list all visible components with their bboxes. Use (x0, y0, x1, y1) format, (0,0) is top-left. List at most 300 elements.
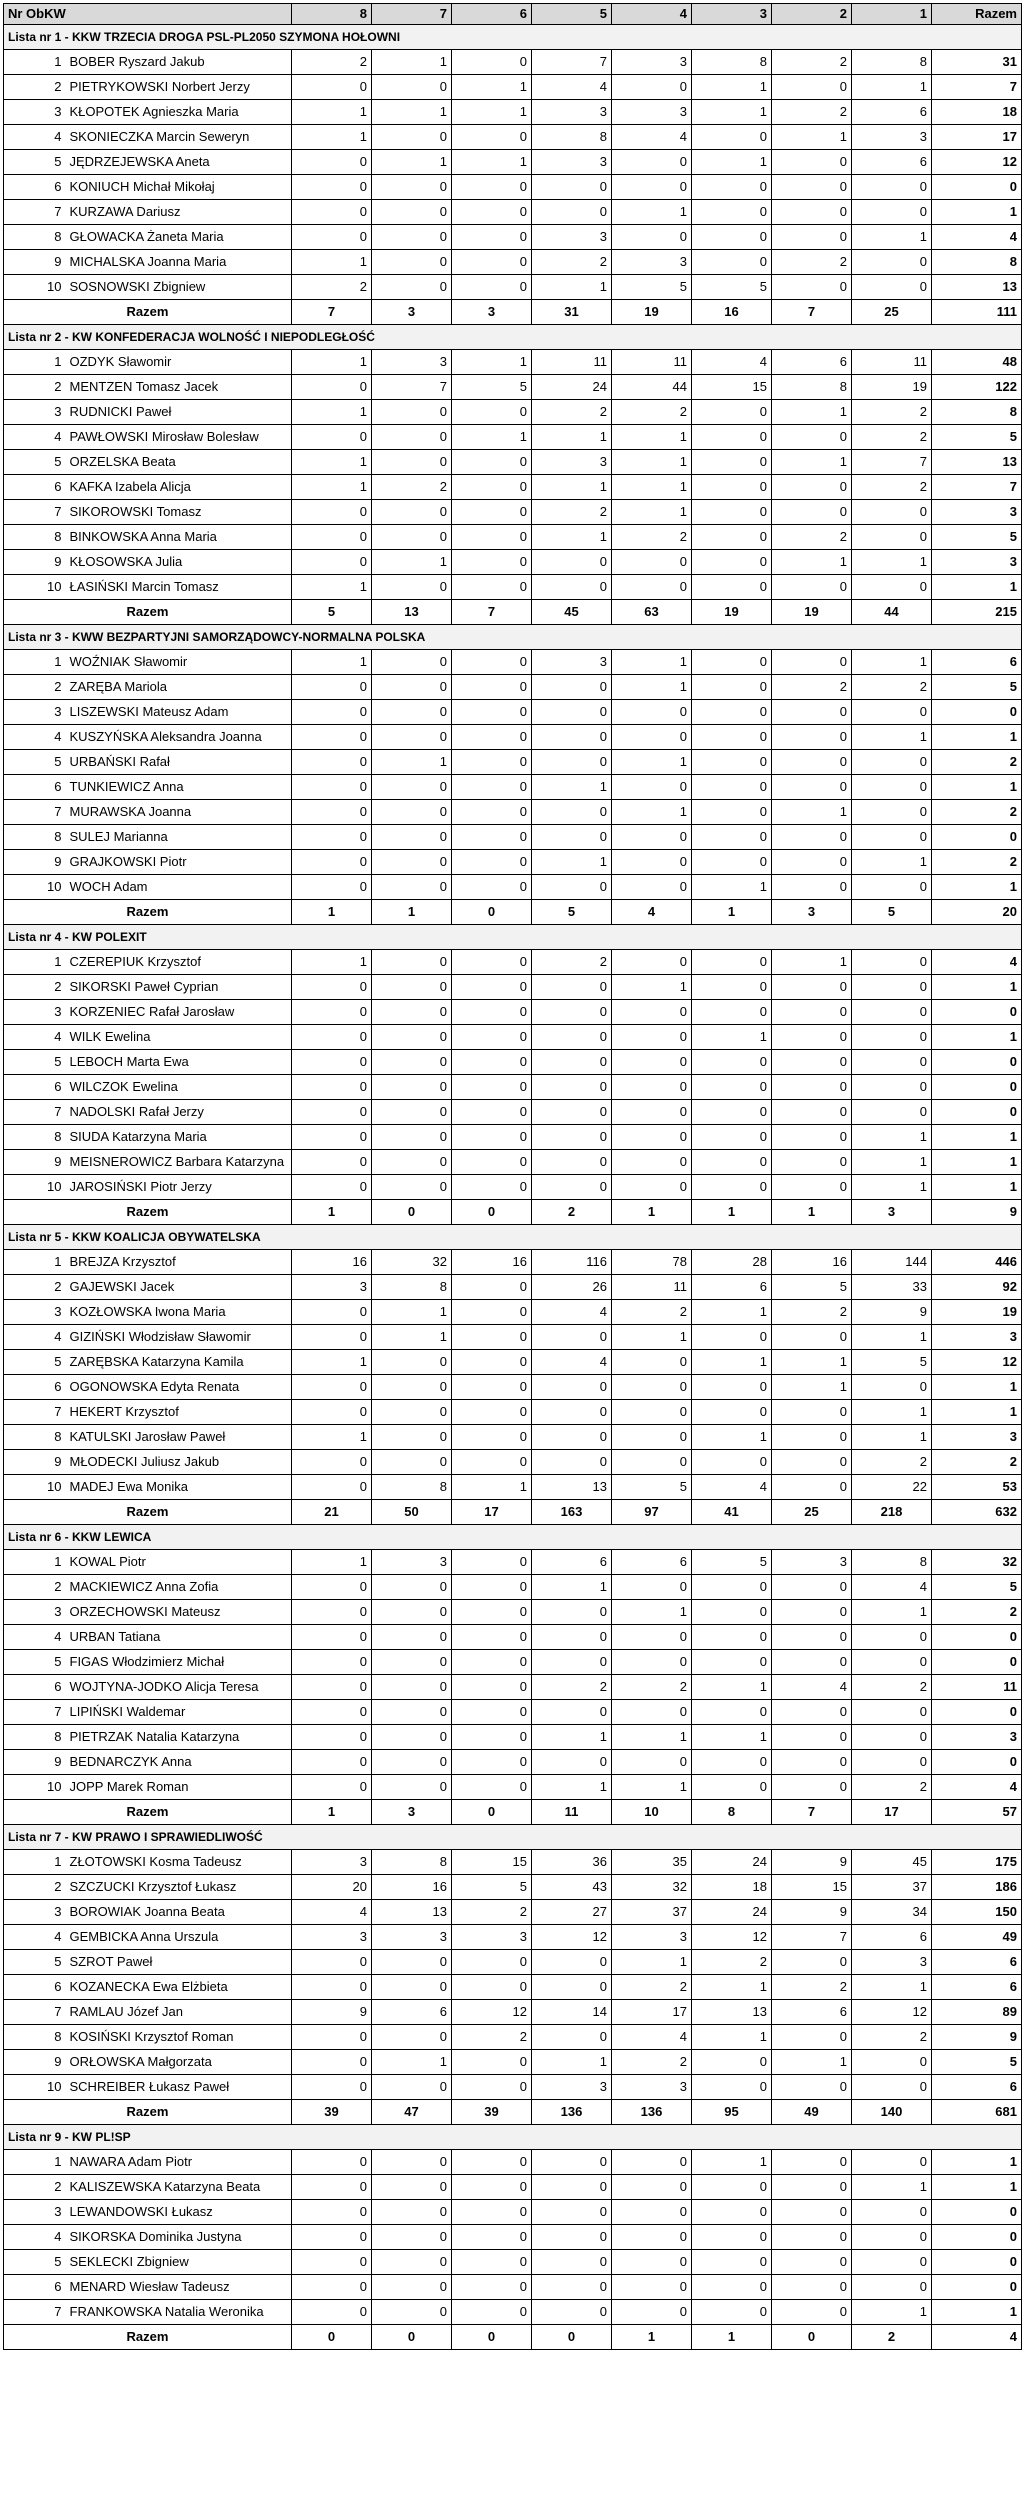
candidate-total: 19 (932, 1300, 1022, 1325)
vote-count: 1 (692, 1975, 772, 2000)
vote-count: 0 (772, 1450, 852, 1475)
candidate-name: SEKLECKI Zbigniew (66, 2250, 292, 2275)
candidate-number: 3 (4, 100, 66, 125)
candidate-row (4, 1375, 1022, 1400)
vote-count: 0 (772, 2075, 852, 2100)
vote-count: 16 (772, 1250, 852, 1275)
candidate-number: 3 (4, 1600, 66, 1625)
candidate-name: KUSZYŃSKA Aleksandra Joanna (66, 725, 292, 750)
vote-count: 1 (852, 550, 932, 575)
candidate-total: 0 (932, 1000, 1022, 1025)
vote-count: 11 (852, 350, 932, 375)
vote-count: 3 (372, 1550, 452, 1575)
vote-count: 0 (452, 1175, 532, 1200)
vote-count: 0 (772, 775, 852, 800)
vote-count: 1 (772, 950, 852, 975)
vote-count: 0 (372, 225, 452, 250)
vote-count: 0 (772, 1775, 852, 1800)
vote-count: 0 (372, 2225, 452, 2250)
vote-count: 0 (372, 1175, 452, 1200)
candidate-number: 3 (4, 1000, 66, 1025)
sum-count: 0 (372, 2325, 452, 2350)
sum-count: 7 (452, 600, 532, 625)
vote-count: 0 (452, 1375, 532, 1400)
sum-label: Razem (4, 900, 292, 925)
vote-count: 0 (532, 1600, 612, 1625)
vote-count: 0 (372, 1725, 452, 1750)
candidate-row (4, 1000, 1022, 1025)
sum-count: 7 (772, 300, 852, 325)
vote-count: 2 (532, 950, 612, 975)
vote-count: 0 (372, 675, 452, 700)
vote-count: 0 (852, 1000, 932, 1025)
sum-count: 136 (532, 2100, 612, 2125)
vote-count: 0 (612, 1025, 692, 1050)
vote-count: 1 (852, 2300, 932, 2325)
candidate-total: 2 (932, 850, 1022, 875)
vote-count: 3 (612, 250, 692, 275)
vote-count: 15 (452, 1850, 532, 1875)
vote-count: 0 (772, 1150, 852, 1175)
candidate-number: 10 (4, 1475, 66, 1500)
vote-count: 3 (372, 1925, 452, 1950)
candidate-row (4, 650, 1022, 675)
candidate-number: 1 (4, 1250, 66, 1275)
vote-count: 0 (532, 2250, 612, 2275)
vote-count: 0 (372, 75, 452, 100)
candidate-name: SZROT Paweł (66, 1950, 292, 1975)
vote-count: 0 (452, 575, 532, 600)
vote-count: 8 (372, 1475, 452, 1500)
vote-count: 1 (692, 2025, 772, 2050)
candidate-total: 5 (932, 1575, 1022, 1600)
sum-count: 8 (692, 1800, 772, 1825)
vote-count: 0 (372, 2025, 452, 2050)
vote-count: 0 (692, 2175, 772, 2200)
vote-count: 11 (532, 350, 612, 375)
candidate-number: 9 (4, 850, 66, 875)
sum-count: 25 (772, 1500, 852, 1525)
vote-count: 0 (612, 1150, 692, 1175)
list-sum-row (4, 1200, 1022, 1225)
vote-count: 0 (772, 825, 852, 850)
vote-count: 0 (292, 775, 372, 800)
vote-count: 5 (452, 375, 532, 400)
vote-count: 11 (612, 1275, 692, 1300)
vote-count: 3 (532, 100, 612, 125)
vote-count: 0 (372, 1425, 452, 1450)
vote-count: 0 (292, 1775, 372, 1800)
vote-count: 2 (772, 1975, 852, 2000)
vote-count: 0 (852, 1100, 932, 1125)
candidate-number: 8 (4, 825, 66, 850)
candidate-row (4, 1275, 1022, 1300)
vote-count: 0 (692, 1050, 772, 1075)
vote-count: 0 (692, 1325, 772, 1350)
vote-count: 5 (452, 1875, 532, 1900)
vote-count: 1 (772, 1375, 852, 1400)
sum-count: 3 (372, 300, 452, 325)
vote-count: 4 (852, 1575, 932, 1600)
vote-count: 1 (532, 2050, 612, 2075)
candidate-total: 1 (932, 575, 1022, 600)
vote-count: 0 (372, 200, 452, 225)
vote-count: 2 (532, 250, 612, 275)
vote-count: 0 (372, 1775, 452, 1800)
vote-count: 0 (852, 1075, 932, 1100)
vote-count: 0 (452, 475, 532, 500)
vote-count: 0 (612, 1700, 692, 1725)
candidate-number: 6 (4, 1975, 66, 2000)
vote-count: 0 (852, 1625, 932, 1650)
vote-count: 0 (372, 700, 452, 725)
vote-count: 3 (612, 2075, 692, 2100)
vote-count: 1 (292, 1550, 372, 1575)
vote-count: 0 (532, 550, 612, 575)
vote-count: 0 (852, 1375, 932, 1400)
vote-count: 0 (292, 1125, 372, 1150)
vote-count: 0 (452, 1050, 532, 1075)
vote-count: 0 (612, 850, 692, 875)
vote-count: 16 (372, 1875, 452, 1900)
candidate-row (4, 1325, 1022, 1350)
vote-count: 0 (452, 700, 532, 725)
candidate-row (4, 550, 1022, 575)
vote-count: 0 (292, 1750, 372, 1775)
vote-count: 0 (612, 575, 692, 600)
vote-count: 1 (772, 800, 852, 825)
candidate-number: 7 (4, 1100, 66, 1125)
vote-count: 0 (452, 275, 532, 300)
vote-count: 24 (692, 1850, 772, 1875)
candidate-row (4, 1900, 1022, 1925)
candidate-row (4, 1600, 1022, 1625)
vote-count: 0 (372, 850, 452, 875)
vote-count: 1 (372, 1300, 452, 1325)
vote-count: 1 (772, 1350, 852, 1375)
vote-count: 0 (452, 875, 532, 900)
candidate-name: MENARD Wiesław Tadeusz (66, 2275, 292, 2300)
candidate-name: MADEJ Ewa Monika (66, 1475, 292, 1500)
vote-count: 5 (772, 1275, 852, 1300)
vote-count: 0 (372, 2200, 452, 2225)
sum-label: Razem (4, 600, 292, 625)
vote-count: 4 (612, 2025, 692, 2050)
vote-count: 0 (452, 1625, 532, 1650)
candidate-number: 6 (4, 2275, 66, 2300)
candidate-number: 4 (4, 425, 66, 450)
vote-count: 4 (532, 1350, 612, 1375)
vote-count: 0 (372, 125, 452, 150)
vote-count: 32 (612, 1875, 692, 1900)
vote-count: 0 (692, 450, 772, 475)
vote-count: 0 (612, 75, 692, 100)
candidate-row (4, 1700, 1022, 1725)
vote-count: 1 (612, 425, 692, 450)
vote-count: 0 (372, 950, 452, 975)
vote-count: 0 (452, 1400, 532, 1425)
candidate-name: SCHREIBER Łukasz Paweł (66, 2075, 292, 2100)
candidate-number: 8 (4, 525, 66, 550)
vote-count: 0 (532, 1150, 612, 1175)
sum-count: 0 (452, 900, 532, 925)
candidate-total: 5 (932, 2050, 1022, 2075)
vote-count: 1 (532, 1725, 612, 1750)
list-sum-row (4, 300, 1022, 325)
candidate-number: 2 (4, 975, 66, 1000)
vote-count: 1 (292, 650, 372, 675)
vote-count: 0 (292, 1100, 372, 1125)
vote-count: 1 (612, 675, 692, 700)
sum-count: 1 (772, 1200, 852, 1225)
vote-count: 0 (532, 1375, 612, 1400)
candidate-name: WOŹNIAK Sławomir (66, 650, 292, 675)
candidate-name: ZARĘBSKA Katarzyna Kamila (66, 1350, 292, 1375)
vote-count: 0 (772, 1025, 852, 1050)
candidate-number: 9 (4, 1450, 66, 1475)
vote-count: 0 (772, 700, 852, 725)
vote-count: 0 (772, 1725, 852, 1750)
vote-count: 0 (452, 550, 532, 575)
candidate-total: 1 (932, 1375, 1022, 1400)
vote-count: 0 (532, 2175, 612, 2200)
sum-count: 1 (292, 1800, 372, 1825)
candidate-number: 5 (4, 1650, 66, 1675)
vote-count: 0 (692, 1600, 772, 1625)
vote-count: 0 (372, 1025, 452, 1050)
candidate-row (4, 1250, 1022, 1275)
vote-count: 0 (772, 2300, 852, 2325)
vote-count: 0 (612, 1350, 692, 1375)
vote-count: 2 (772, 675, 852, 700)
vote-count: 0 (692, 525, 772, 550)
vote-count: 0 (612, 1075, 692, 1100)
vote-count: 1 (692, 75, 772, 100)
vote-count: 4 (692, 350, 772, 375)
header-col-obkw: 6 (452, 4, 532, 25)
vote-count: 0 (612, 775, 692, 800)
candidate-number: 3 (4, 400, 66, 425)
vote-count: 3 (532, 450, 612, 475)
candidate-total: 31 (932, 50, 1022, 75)
candidate-number: 6 (4, 1375, 66, 1400)
vote-count: 0 (292, 1575, 372, 1600)
sum-total: 20 (932, 900, 1022, 925)
vote-count: 37 (852, 1875, 932, 1900)
vote-count: 20 (292, 1875, 372, 1900)
vote-count: 2 (532, 1675, 612, 1700)
candidate-number: 5 (4, 1050, 66, 1075)
vote-count: 0 (372, 1625, 452, 1650)
vote-count: 0 (292, 2200, 372, 2225)
candidate-total: 175 (932, 1850, 1022, 1875)
vote-count: 0 (452, 2225, 532, 2250)
sum-count: 49 (772, 2100, 852, 2125)
vote-count: 0 (692, 775, 772, 800)
candidate-row (4, 125, 1022, 150)
vote-count: 0 (852, 800, 932, 825)
vote-count: 0 (452, 2275, 532, 2300)
candidate-name: TUNKIEWICZ Anna (66, 775, 292, 800)
vote-count: 1 (452, 350, 532, 375)
vote-count: 2 (612, 1300, 692, 1325)
sum-count: 163 (532, 1500, 612, 1525)
candidate-total: 7 (932, 475, 1022, 500)
vote-count: 0 (532, 1950, 612, 1975)
header-col-obkw: 2 (772, 4, 852, 25)
vote-count: 0 (612, 1000, 692, 1025)
vote-count: 0 (772, 175, 852, 200)
vote-count: 0 (692, 550, 772, 575)
candidate-row (4, 1150, 1022, 1175)
candidate-total: 3 (932, 550, 1022, 575)
vote-count: 0 (292, 1650, 372, 1675)
candidate-number: 3 (4, 2200, 66, 2225)
vote-count: 0 (772, 1650, 852, 1675)
candidate-total: 0 (932, 2225, 1022, 2250)
sum-count: 0 (292, 2325, 372, 2350)
sum-count: 136 (612, 2100, 692, 2125)
vote-count: 0 (772, 650, 852, 675)
candidate-row (4, 2150, 1022, 2175)
candidate-number: 2 (4, 75, 66, 100)
candidate-total: 0 (932, 175, 1022, 200)
candidate-number: 1 (4, 1550, 66, 1575)
vote-count: 0 (772, 2250, 852, 2275)
candidate-total: 1 (932, 2175, 1022, 2200)
candidate-row (4, 725, 1022, 750)
vote-count: 0 (612, 1625, 692, 1650)
vote-count: 0 (372, 1675, 452, 1700)
candidate-name: KALISZEWSKA Katarzyna Beata (66, 2175, 292, 2200)
list-header-row (4, 625, 1022, 650)
candidate-total: 5 (932, 675, 1022, 700)
vote-count: 0 (692, 950, 772, 975)
list-sum-row (4, 2100, 1022, 2125)
candidate-number: 1 (4, 950, 66, 975)
vote-count: 0 (692, 225, 772, 250)
sum-count: 1 (292, 1200, 372, 1225)
vote-count: 6 (692, 1275, 772, 1300)
vote-count: 22 (852, 1475, 932, 1500)
vote-count: 0 (612, 1100, 692, 1125)
vote-count: 0 (692, 2300, 772, 2325)
candidate-name: KOZANECKA Ewa Elżbieta (66, 1975, 292, 2000)
vote-count: 0 (532, 1650, 612, 1675)
candidate-row (4, 1750, 1022, 1775)
vote-count: 3 (532, 2075, 612, 2100)
candidate-name: FIGAS Włodzimierz Michał (66, 1650, 292, 1675)
candidate-total: 12 (932, 1350, 1022, 1375)
candidate-number: 10 (4, 1775, 66, 1800)
candidate-number: 9 (4, 2050, 66, 2075)
vote-count: 8 (692, 50, 772, 75)
vote-count: 11 (612, 350, 692, 375)
sum-count: 31 (532, 300, 612, 325)
candidate-name: PIETRYKOWSKI Norbert Jerzy (66, 75, 292, 100)
candidate-total: 150 (932, 1900, 1022, 1925)
vote-count: 2 (612, 400, 692, 425)
vote-count: 0 (612, 950, 692, 975)
vote-count: 18 (692, 1875, 772, 1900)
candidate-number: 10 (4, 2075, 66, 2100)
list-header-row (4, 1225, 1022, 1250)
candidate-name: LIPIŃSKI Waldemar (66, 1700, 292, 1725)
candidate-name: LISZEWSKI Mateusz Adam (66, 700, 292, 725)
candidate-row (4, 1925, 1022, 1950)
vote-count: 0 (532, 2275, 612, 2300)
candidate-number: 10 (4, 875, 66, 900)
vote-count: 6 (852, 1925, 932, 1950)
candidate-number: 1 (4, 50, 66, 75)
vote-count: 0 (292, 1625, 372, 1650)
vote-count: 1 (292, 125, 372, 150)
vote-count: 1 (852, 1425, 932, 1450)
candidate-name: GEMBICKA Anna Urszula (66, 1925, 292, 1950)
vote-count: 0 (452, 1450, 532, 1475)
vote-count: 1 (692, 1300, 772, 1325)
vote-count: 0 (692, 500, 772, 525)
vote-count: 0 (452, 2050, 532, 2075)
vote-count: 0 (532, 175, 612, 200)
results-table (3, 3, 1022, 2350)
list-title: Lista nr 7 - KW PRAWO I SPRAWIEDLIWOŚĆ (4, 1825, 1022, 1850)
candidate-total: 6 (932, 1950, 1022, 1975)
sum-count: 17 (852, 1800, 932, 1825)
list-sum-row (4, 900, 1022, 925)
vote-count: 0 (372, 1650, 452, 1675)
vote-count: 2 (852, 1775, 932, 1800)
vote-count: 2 (532, 400, 612, 425)
vote-count: 0 (452, 1750, 532, 1775)
vote-count: 78 (612, 1250, 692, 1275)
vote-count: 0 (692, 1375, 772, 1400)
vote-count: 0 (452, 775, 532, 800)
sum-count: 3 (372, 1800, 452, 1825)
vote-count: 5 (612, 275, 692, 300)
vote-count: 2 (612, 1975, 692, 2000)
vote-count: 1 (292, 475, 372, 500)
vote-count: 0 (452, 650, 532, 675)
vote-count: 0 (852, 875, 932, 900)
candidate-name: URBAŃSKI Rafał (66, 750, 292, 775)
candidate-total: 0 (932, 700, 1022, 725)
vote-count: 0 (452, 175, 532, 200)
vote-count: 13 (532, 1475, 612, 1500)
vote-count: 0 (532, 800, 612, 825)
candidate-name: WOJTYNA-JODKO Alicja Teresa (66, 1675, 292, 1700)
candidate-number: 3 (4, 700, 66, 725)
candidate-name: MURAWSKA Joanna (66, 800, 292, 825)
candidate-number: 4 (4, 2225, 66, 2250)
vote-count: 0 (852, 1050, 932, 1075)
candidate-total: 0 (932, 2275, 1022, 2300)
candidate-row (4, 2275, 1022, 2300)
vote-count: 0 (532, 575, 612, 600)
candidate-row (4, 2200, 1022, 2225)
candidate-name: ZŁOTOWSKI Kosma Tadeusz (66, 1850, 292, 1875)
candidate-number: 9 (4, 250, 66, 275)
vote-count: 0 (292, 675, 372, 700)
vote-count: 19 (852, 375, 932, 400)
candidate-total: 1 (932, 1400, 1022, 1425)
vote-count: 0 (852, 2200, 932, 2225)
candidate-name: SIKORSKI Paweł Cyprian (66, 975, 292, 1000)
candidate-total: 3 (932, 1725, 1022, 1750)
vote-count: 0 (292, 1175, 372, 1200)
vote-count: 0 (852, 1025, 932, 1050)
vote-count: 8 (532, 125, 612, 150)
